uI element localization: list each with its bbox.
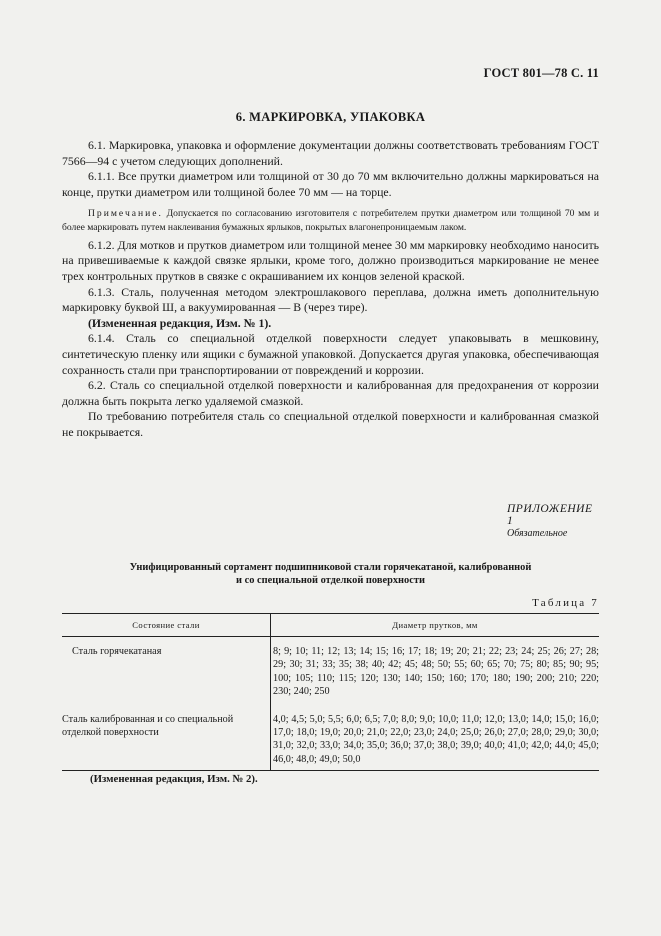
- section-title: 6. МАРКИРОВКА, УПАКОВКА: [235, 110, 426, 124]
- column-header-state: Состояние стали: [62, 614, 271, 637]
- paragraph-6-1-2: 6.1.2. Для мотков и прутков диаметром или толщиной менее 30 мм маркировку необходимо наносить на привешиваемые к каждой связке ярлыки, кроме того, должно производиться маркирование не менее трех контрольных прутков в связке с окрашиванием их концов зеленой краской.: [62, 237, 599, 283]
- note-text: Допускается по согласованию изготовителя с потребителем прутки диаметром или толщиной 70 мм и более маркировать путем наклеивания бумажных ярлыков, покрытых влагонепроницаемым лаком.: [62, 208, 599, 233]
- appendix-heading: [507, 503, 599, 539]
- note-label: Примечание.: [88, 208, 163, 220]
- column-header-diameter: Диаметр прутков, мм: [271, 614, 600, 637]
- table-row: [62, 707, 599, 771]
- appendix-status: Обязательное: [507, 528, 568, 539]
- table-header-row: [62, 614, 599, 637]
- amendment-note-2: (Измененная редакция, Изм. № 2).: [90, 773, 258, 785]
- appendix-title: ПРИЛОЖЕНИЕ 1: [507, 503, 593, 527]
- table-title: [0, 561, 661, 587]
- paragraph-6-1-3: 6.1.3. Сталь, полученная методом электрошлакового переплава, должна иметь дополнительную маркировку буквой Ш, а вакуумированная — В (через тире).: [62, 284, 599, 315]
- table-row: [62, 637, 599, 707]
- table-title-line-1: Унифицированный сортамент подшипниковой стали горячекатаной, калиброванной: [129, 562, 532, 573]
- paragraph-customer-request: По требованию потребителя сталь со специальной отделкой поверхности и калиброванная смазкой не покрывается.: [62, 409, 599, 439]
- page-header: ГОСТ 801—78 С. 11: [483, 66, 599, 80]
- note-paragraph: [62, 207, 599, 233]
- table-title-line-2: и со специальной отделкой поверхности: [236, 575, 425, 586]
- paragraph-6-1-1: 6.1.1. Все прутки диаметром или толщиной от 30 до 70 мм включительно должны маркироваться на конце, прутки диаметром или толщиной более 70 мм — на торце.: [62, 169, 599, 199]
- assortment-table: [62, 613, 599, 771]
- section-body: [62, 138, 599, 441]
- amendment-note-1: (Измененная редакция, Изм. № 1).: [88, 315, 272, 330]
- cell-diameters: 4,0; 4,5; 5,0; 5,5; 6,0; 6,5; 7,0; 8,0; 9,0; 10,0; 11,0; 12,0; 13,0; 14,0; 15,0; 16,0; 17,0; 18,0; 19,0; 20,0; 21,0; 22,0; 23,0; 24,0; 25,0; 26,0; 27,0; 28,0; 29,0; 30,0; 31,0; 32,0; 33,0; 34,0; 35,0; 36,0; 37,0; 38,0; 39,0; 40,0; 41,0; 42,0; 44,0; 45,0; 46,0; 48,0; 49,0; 50,0: [271, 707, 600, 771]
- cell-state: Сталь горячекатаная: [62, 637, 271, 707]
- paragraph-6-2: 6.2. Сталь со специальной отделкой поверхности и калиброванная для предохранения от коррозии должна быть покрыта легко удаляемой смазкой.: [62, 378, 599, 408]
- table-label: Таблица 7: [532, 597, 599, 609]
- paragraph-6-1-4: 6.1.4. Сталь со специальной отделкой поверхности следует упаковывать в мешковину, синтетическую пленку или ящики с бумажной упаковкой. Допускается другая упаковка, обеспечивающая сохранность стали при транспортировании от повреждений и коррозии.: [62, 331, 599, 377]
- cell-diameters: 8; 9; 10; 11; 12; 13; 14; 15; 16; 17; 18; 19; 20; 21; 22; 23; 24; 25; 26; 27; 28; 29; 30; 31; 33; 35; 38; 40; 42; 45; 48; 50; 55; 60; 65; 70; 75; 80; 85; 90; 95; 100; 105; 110; 115; 120; 130; 140; 150; 160; 170; 180; 190; 200; 210; 220; 230; 240; 250: [273, 646, 599, 698]
- paragraph-6-1: 6.1. Маркировка, упаковка и оформление документации должны соответствовать требованиям ГОСТ 7566—94 с учетом следующих дополнений.: [62, 138, 599, 168]
- cell-state: Сталь калиброванная и со специальной отделкой поверхности: [62, 707, 271, 771]
